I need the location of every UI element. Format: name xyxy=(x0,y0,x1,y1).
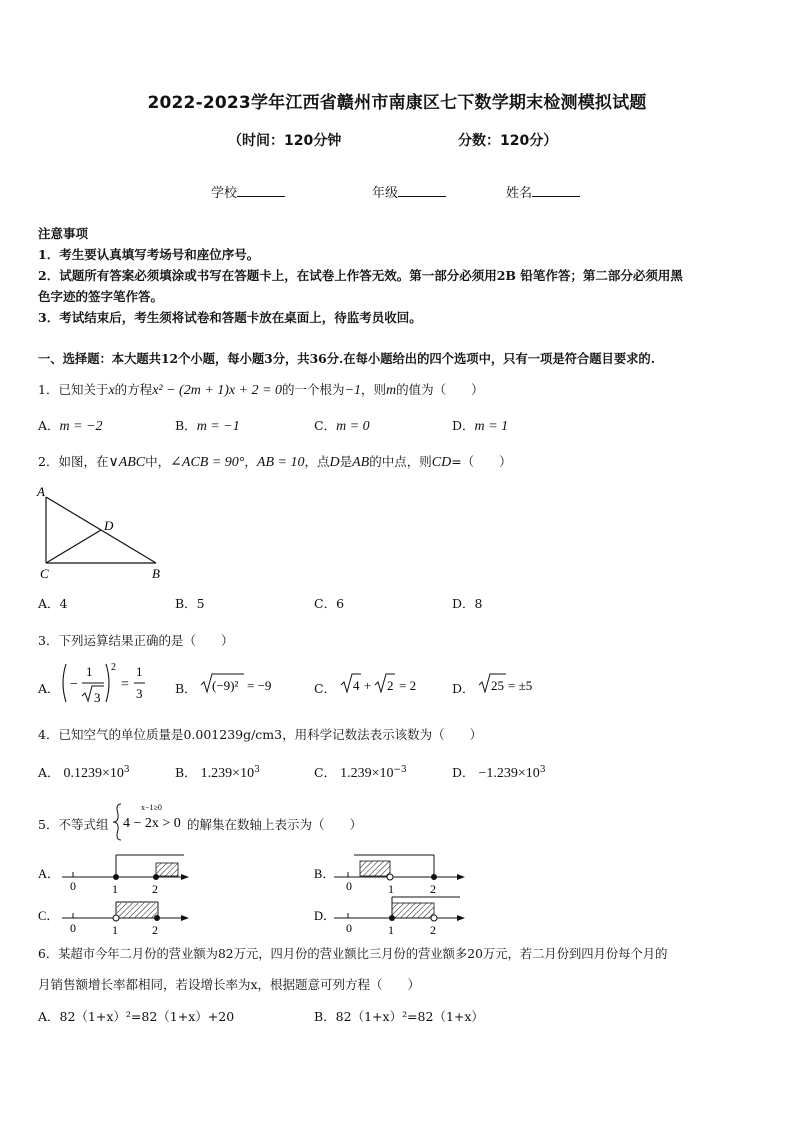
q2-text: =（ ） xyxy=(451,454,512,469)
frac-num: 1 xyxy=(136,664,143,679)
notes-heading: 注意事项 xyxy=(38,226,89,241)
option-letter: A． xyxy=(38,765,60,780)
note-item-1: 1．考生要认真填写考场号和座位序号。 xyxy=(38,247,260,262)
q1-text: 的值为（ ） xyxy=(396,382,484,397)
q1-text: 1．已知关于 xyxy=(38,382,109,397)
q1-equation: x² − (2m + 1)x + 2 = 0 xyxy=(152,383,283,398)
radicand: 25 xyxy=(491,678,504,693)
tick-label: 0 xyxy=(346,921,352,935)
label-c: C xyxy=(40,566,49,581)
option-letter: A． xyxy=(38,418,60,433)
number-line-a xyxy=(62,855,189,880)
inequality-bottom: 4 − 2x > 0 xyxy=(123,816,181,831)
tick-label: 0 xyxy=(70,879,76,893)
q5-text-1: 5．不等式组 xyxy=(38,817,109,832)
tick-label: 0 xyxy=(346,879,352,893)
option-value: 1.239×10 xyxy=(340,766,394,781)
q1-text: 的一个根为 xyxy=(282,382,345,397)
exponent: −3 xyxy=(393,764,407,775)
q2-text: ，点 xyxy=(304,454,330,469)
q1-text: ，则 xyxy=(361,382,387,397)
note-item-2: 2．试题所有答案必须填涂或书写在答题卡上，在试卷上作答无效。第一部分必须用2B 铅笔作答；第二部分必须用黑 xyxy=(38,268,683,283)
q2-angle: ∠ACB = 90° xyxy=(170,455,245,470)
q2-option-b: B．5 xyxy=(175,596,205,611)
label-a: A xyxy=(37,484,45,499)
question-3-stem: 3．下列运算结果正确的是（ ） xyxy=(38,633,234,648)
number-line-d xyxy=(334,897,465,921)
q2-option-a: A．4 xyxy=(38,596,68,611)
equals-sign: = xyxy=(121,677,129,692)
minus-sign: − xyxy=(70,677,78,692)
time-label: （时间：120分钟 xyxy=(228,133,342,149)
label-b: B xyxy=(152,566,160,581)
tick-label: 2 xyxy=(152,923,158,937)
number-line-c xyxy=(62,902,189,921)
q2-option-d: D．8 xyxy=(452,596,483,611)
result: = 2 xyxy=(399,678,417,693)
result: = ±5 xyxy=(508,678,533,693)
option-letter: B． xyxy=(175,765,197,780)
q2-text: 2．如图，在 xyxy=(38,454,109,469)
inequality-top: x−1≥0 xyxy=(141,803,162,812)
option-value: 1.239×10 xyxy=(200,766,255,781)
q2-text: 是 xyxy=(339,454,353,469)
option-letter: C． xyxy=(314,765,337,780)
option-letter: D． xyxy=(452,418,475,433)
question-6-line-1: 6．某超市今年二月份的营业额为82万元，四月份的营业额比三月份的营业额多20万元，若二月份到四月份每个月的 xyxy=(38,947,668,961)
q2-length: AB = 10 xyxy=(256,455,305,470)
option-value: 0.1239×10 xyxy=(63,766,124,781)
exponent: 3 xyxy=(254,764,260,775)
plus-sign: + xyxy=(364,678,372,693)
school-label: 学校 xyxy=(211,186,238,201)
q3-option-c-letter: C． xyxy=(314,681,337,696)
result: = −9 xyxy=(247,678,272,693)
option-letter-c: C． xyxy=(38,909,59,923)
option-letter-b: B． xyxy=(314,867,335,881)
frac-num: 1 xyxy=(86,664,93,679)
option-value: m = −1 xyxy=(196,419,240,434)
question-4-stem: 4．已知空气的单位质量是0.001239g/cm3，用科学记数法表示该数为（ ） xyxy=(38,727,483,742)
label-d: D xyxy=(104,518,114,533)
option-letter: D． xyxy=(452,765,475,780)
radicand: (−9)² xyxy=(212,678,239,693)
tick-label: 2 xyxy=(430,882,436,896)
exam-title: 2022-2023学年江西省赣州市南康区七下数学期末检测模拟试题 xyxy=(147,93,647,113)
radicand: 2 xyxy=(387,678,394,693)
tick-label: 1 xyxy=(112,882,118,896)
option-letter: C． xyxy=(314,418,337,433)
q6-option-a: A．82（1+x）²=82（1+x）+20 xyxy=(38,1009,235,1024)
q1-text: 的方程 xyxy=(114,382,153,397)
tick-label: 1 xyxy=(388,923,394,937)
option-letter-a: A． xyxy=(38,867,60,881)
tick-label: 2 xyxy=(152,882,158,896)
note-item-2-cont: 色字迹的签字笔作答。 xyxy=(38,289,164,304)
tick-label: 2 xyxy=(430,923,436,937)
q2-option-c: C．6 xyxy=(314,596,345,611)
option-letter: B． xyxy=(175,418,197,433)
option-value: m = 0 xyxy=(336,419,370,434)
q2-text: ， xyxy=(244,454,257,469)
name-label: 姓名 xyxy=(506,186,533,201)
exponent: 3 xyxy=(539,764,546,775)
radicand: 4 xyxy=(353,678,360,693)
option-value: m = −2 xyxy=(59,419,103,434)
score-label: 分数：120分） xyxy=(458,133,558,149)
q3-option-a-letter: A． xyxy=(38,681,60,696)
option-value: m = 1 xyxy=(474,419,509,434)
tick-label: 0 xyxy=(70,921,76,935)
option-value: −1.239×10 xyxy=(478,766,540,781)
q2-text: 的中点，则 xyxy=(369,454,432,469)
note-item-3: 3．考试结束后，考生须将试卷和答题卡放在桌面上，待监考员收回。 xyxy=(38,310,422,325)
q3-option-d-letter: D． xyxy=(452,681,475,696)
number-line-b xyxy=(334,855,465,880)
grade-label: 年级 xyxy=(372,186,399,201)
q1-var: m xyxy=(386,383,397,398)
q2-segment: AB xyxy=(352,455,370,470)
frac-den: 3 xyxy=(136,686,143,701)
q2-triangle: ∨ABC xyxy=(108,455,146,470)
q1-var: x xyxy=(108,383,115,398)
tick-label: 1 xyxy=(112,923,118,937)
option-letter-d: D． xyxy=(314,909,336,923)
q3-option-b-letter: B． xyxy=(175,681,197,696)
exponent: 3 xyxy=(123,764,130,775)
frac-den: 3 xyxy=(94,690,101,705)
q6-option-b: B．82（1+x）²=82（1+x） xyxy=(314,1009,484,1024)
q5-text-2: 的解集在数轴上表示为（ ） xyxy=(187,817,363,832)
exponent: 2 xyxy=(111,662,116,673)
question-6-line-2: 月销售额增长率都相同，若设增长率为x，根据题意可列方程（ ） xyxy=(38,977,421,992)
q2-segment: CD xyxy=(431,455,452,470)
section-heading: 一、选择题：本大题共12个小题，每小题3分，共36分.在每小题给出的四个选项中，只有一项是符合题目要求的. xyxy=(38,351,656,366)
q1-root: −1 xyxy=(344,383,362,398)
q2-point: D xyxy=(329,455,340,470)
tick-label: 1 xyxy=(388,882,394,896)
q2-text: 中， xyxy=(145,454,171,469)
